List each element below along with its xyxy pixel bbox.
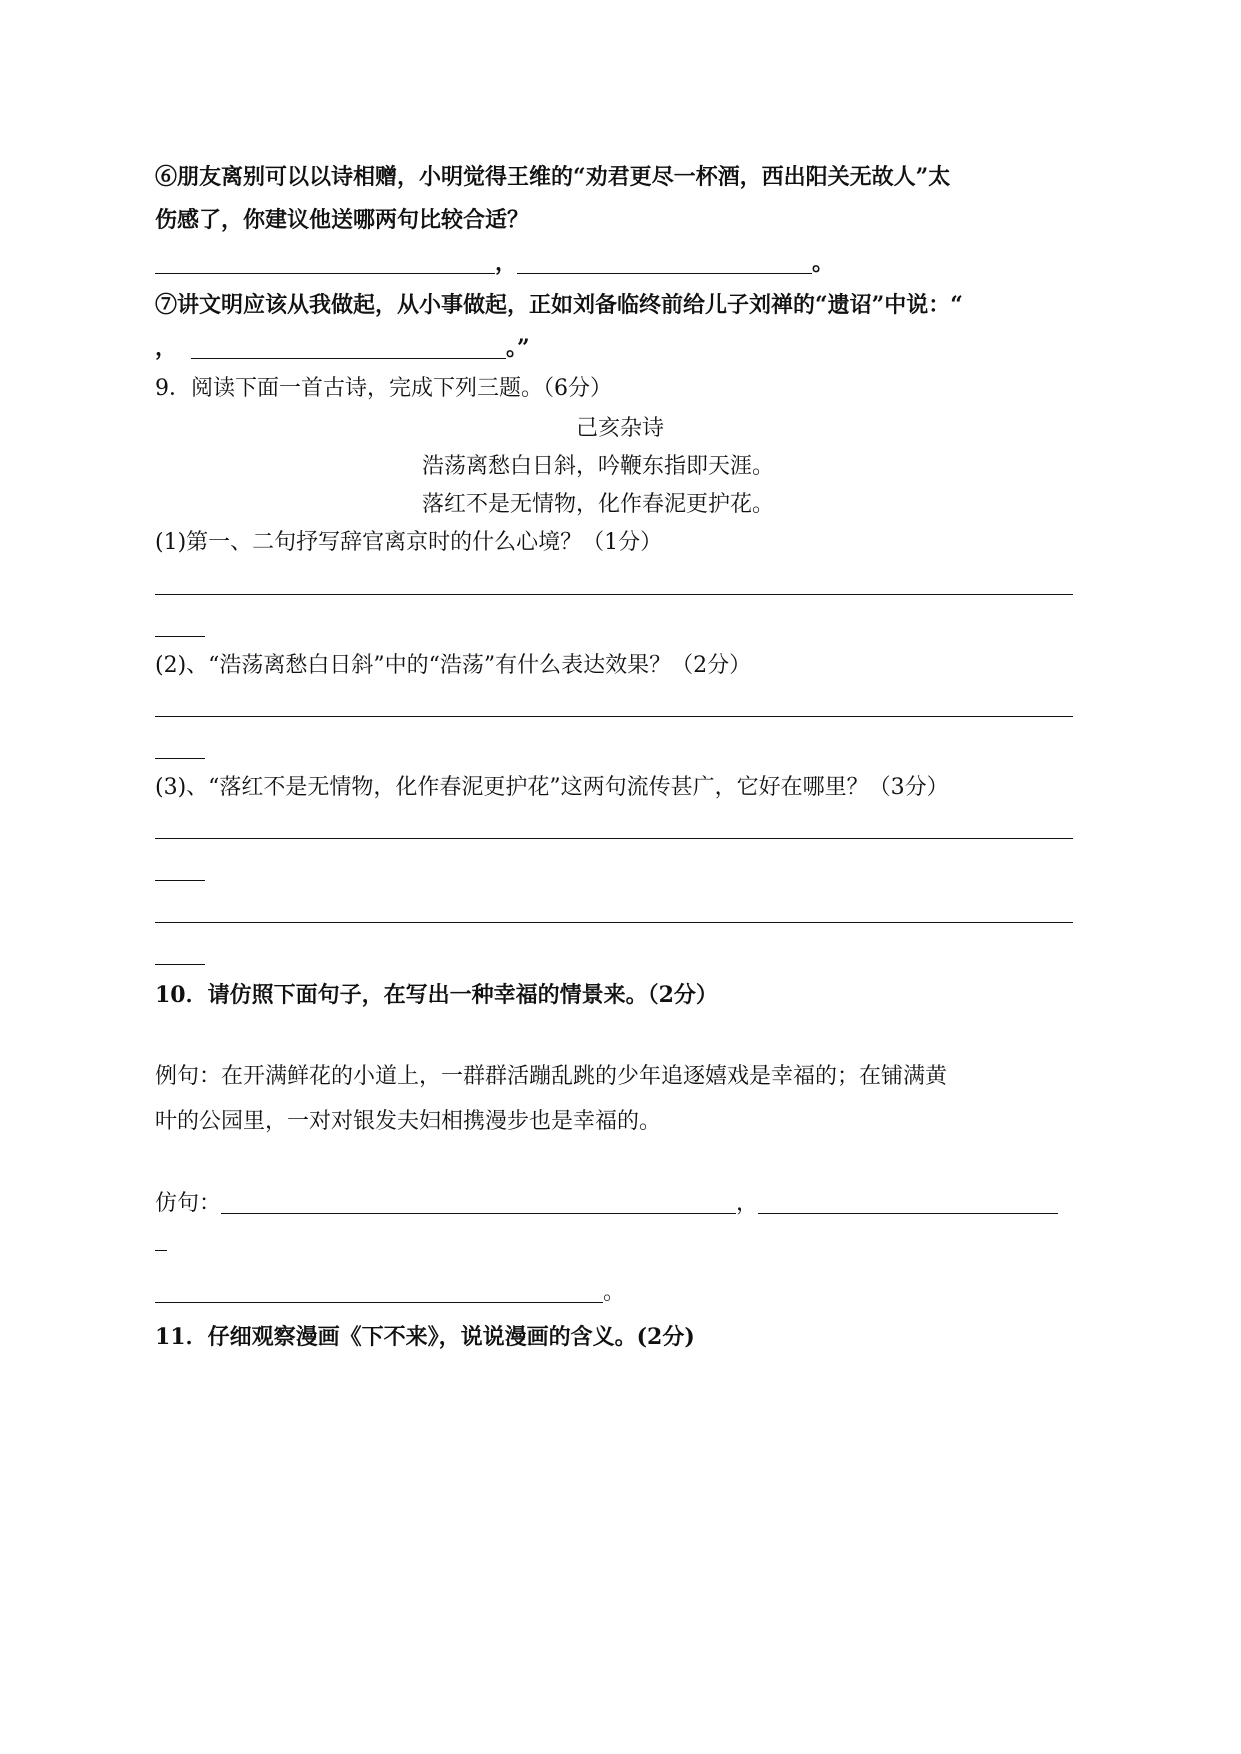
poem-line-2: 落红不是无情物，化作春泥更护花。 bbox=[422, 492, 775, 517]
q9-sub3-answer-line-1-tail[interactable] bbox=[155, 880, 205, 881]
item7-comma: ， bbox=[155, 335, 178, 361]
q9-heading: 9．阅读下面一首古诗，完成下列三题。（6分） bbox=[155, 376, 612, 401]
q10-imitate-comma: ， bbox=[736, 1191, 759, 1216]
item6-answer-row bbox=[155, 248, 834, 278]
item6-line1: ⑥朋友离别可以以诗相赠，小明觉得王维的“劝君更尽一杯酒，西出阳关无故人”太 bbox=[155, 164, 951, 190]
item7-line1: ⑦讲文明应该从我做起，从小事做起，正如刘备临终前给儿子刘禅的“遗诏”中说：“ bbox=[155, 292, 963, 318]
q9-sub3-answer-line-2-tail[interactable] bbox=[155, 964, 205, 965]
item7-end: 。” bbox=[506, 335, 530, 361]
q10-imitate-row-2 bbox=[155, 1278, 625, 1308]
q9-sub3: (3)、“落红不是无情物，化作春泥更护花”这两句流传甚广，它好在哪里？（3分） bbox=[155, 775, 949, 800]
item6-blank-1[interactable] bbox=[155, 251, 495, 274]
q10-imitate-blank-3[interactable] bbox=[155, 1280, 603, 1303]
q9-sub2: (2)、“浩荡离愁白日斜”中的“浩荡”有什么表达效果？（2分） bbox=[155, 653, 752, 678]
q10-imitate-blank-wrap[interactable] bbox=[155, 1250, 167, 1251]
item6-line2: 伤感了，你建议他送哪两句比较合适？ bbox=[155, 207, 530, 233]
poem-title: 己亥杂诗 bbox=[576, 416, 665, 441]
item6-end: 。 bbox=[812, 250, 835, 276]
q10-imitate-label: 仿句： bbox=[155, 1191, 222, 1216]
item7-blank[interactable] bbox=[191, 336, 506, 359]
item6-blank-2[interactable] bbox=[517, 251, 812, 274]
item7-answer-row bbox=[155, 333, 530, 363]
q9-sub1-answer-line-tail[interactable] bbox=[155, 636, 205, 637]
q10-imitate-end: 。 bbox=[603, 1280, 626, 1305]
q10-imitate-row bbox=[155, 1189, 1058, 1219]
q9-sub3-answer-line-2[interactable] bbox=[155, 922, 1073, 923]
q11-heading: 11．仔细观察漫画《下不来》，说说漫画的含义。(2分) bbox=[155, 1324, 695, 1350]
q10-example-line2: 叶的公园里，一对对银发夫妇相携漫步也是幸福的。 bbox=[155, 1109, 662, 1134]
q10-example-line1: 例句：在开满鲜花的小道上，一群群活蹦乱跳的少年追逐嬉戏是幸福的；在铺满黄 bbox=[155, 1064, 948, 1089]
q9-sub1: (1)第一、二句抒写辞官离京时的什么心境？（1分） bbox=[155, 530, 663, 555]
item6-comma: ， bbox=[495, 250, 518, 276]
q9-sub3-answer-line-1[interactable] bbox=[155, 838, 1073, 839]
q10-imitate-blank-1[interactable] bbox=[221, 1191, 736, 1214]
poem-line-1: 浩荡离愁白日斜，吟鞭东指即天涯。 bbox=[422, 454, 775, 479]
q9-sub2-answer-line[interactable] bbox=[155, 716, 1073, 717]
q9-sub2-answer-line-tail[interactable] bbox=[155, 758, 205, 759]
q9-sub1-answer-line[interactable] bbox=[155, 594, 1073, 595]
q10-heading: 10．请仿照下面句子，在写出一种幸福的情景来。（2分） bbox=[155, 982, 718, 1008]
q10-imitate-blank-2[interactable] bbox=[758, 1191, 1058, 1214]
